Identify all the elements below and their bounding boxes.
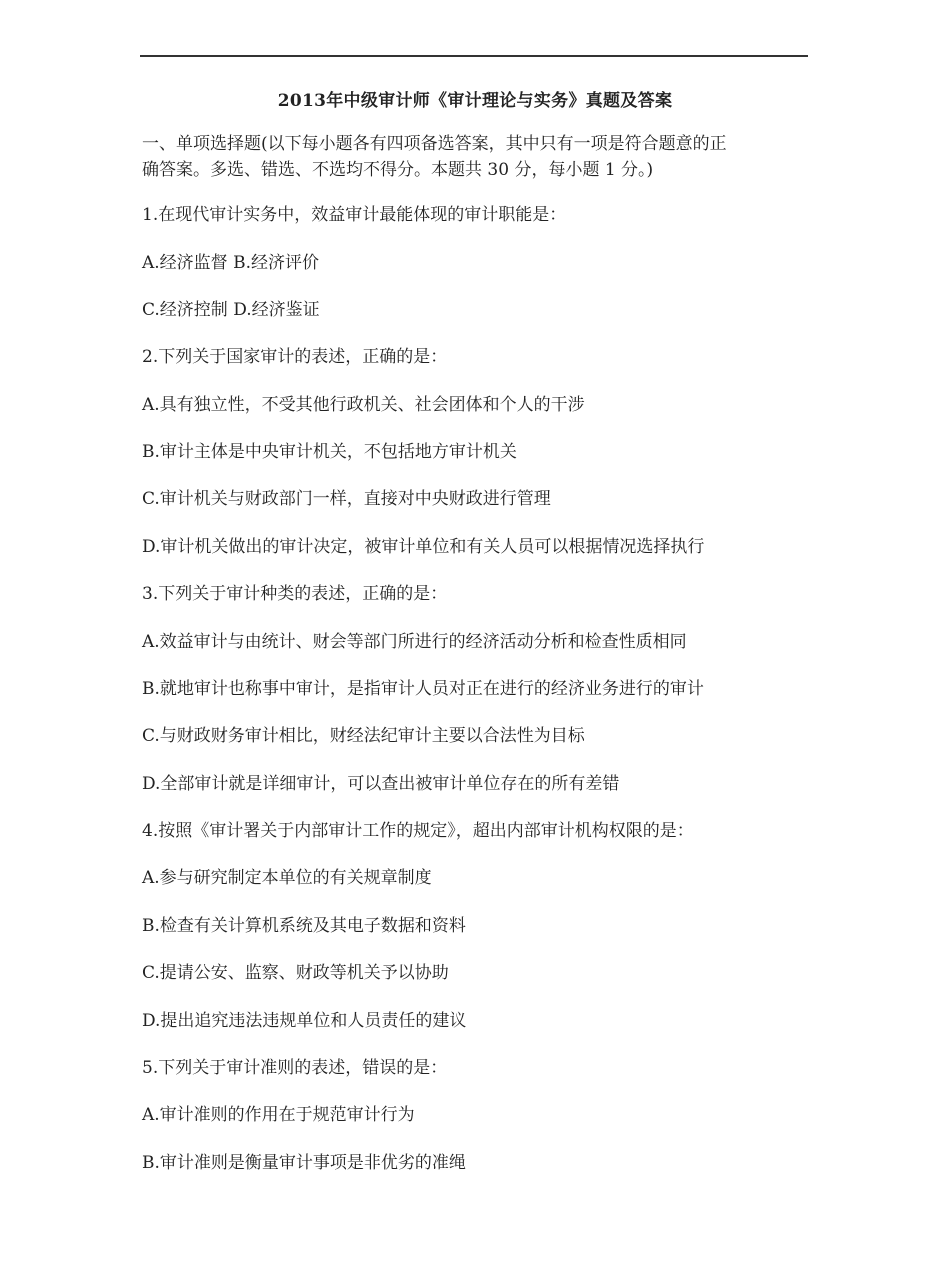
question-1: 1.在现代审计实务中，效益审计最能体现的审计职能是： (142, 205, 567, 225)
question-2-option-b: B.审计主体是中央审计机关，不包括地方审计机关 (142, 442, 517, 462)
question-5-option-a: A.审计准则的作用在于规范审计行为 (142, 1105, 415, 1125)
question-1-options-ab: A.经济监督 B.经济评价 (142, 253, 319, 273)
header-rule (140, 55, 808, 57)
question-4-option-d: D.提出追究违法违规单位和人员责任的建议 (142, 1011, 467, 1031)
question-3-option-c: C.与财政财务审计相比，财经法纪审计主要以合法性为目标 (142, 726, 585, 746)
section-intro (142, 131, 810, 183)
question-2-option-a: A.具有独立性，不受其他行政机关、社会团体和个人的干涉 (142, 395, 585, 415)
question-4: 4.按照《审计署关于内部审计工作的规定》，超出内部审计机构权限的是： (142, 821, 694, 841)
question-3: 3.下列关于审计种类的表述，正确的是： (142, 584, 448, 604)
question-3-option-a: A.效益审计与由统计、财会等部门所进行的经济活动分析和检查性质相同 (142, 632, 687, 652)
question-5: 5.下列关于审计准则的表述，错误的是： (142, 1058, 448, 1078)
question-2-option-d: D.审计机关做出的审计决定，被审计单位和有关人员可以根据情况选择执行 (142, 537, 705, 557)
section-intro-line-1: 一、单项选择题(以下每小题各有四项备选答案，其中只有一项是符合题意的正 (142, 134, 727, 154)
question-2-option-c: C.审计机关与财政部门一样，直接对中央财政进行管理 (142, 489, 551, 509)
question-4-option-c: C.提请公安、监察、财政等机关予以协助 (142, 963, 449, 983)
question-1-options-cd: C.经济控制 D.经济鉴证 (142, 300, 320, 320)
question-5-option-b: B.审计准则是衡量审计事项是非优劣的准绳 (142, 1153, 466, 1173)
question-2: 2.下列关于国家审计的表述，正确的是： (142, 347, 448, 367)
document-title: 2013年中级审计师《审计理论与实务》真题及答案 (277, 91, 673, 111)
question-3-option-d: D.全部审计就是详细审计，可以查出被审计单位存在的所有差错 (142, 774, 620, 794)
question-4-option-a: A.参与研究制定本单位的有关规章制度 (142, 868, 432, 888)
question-4-option-b: B.检查有关计算机系统及其电子数据和资料 (142, 916, 466, 936)
question-3-option-b: B.就地审计也称事中审计，是指审计人员对正在进行的经济业务进行的审计 (142, 679, 704, 699)
section-intro-line-2: 确答案。多选、错选、不选均不得分。本题共 30 分，每小题 1 分。) (142, 160, 654, 180)
